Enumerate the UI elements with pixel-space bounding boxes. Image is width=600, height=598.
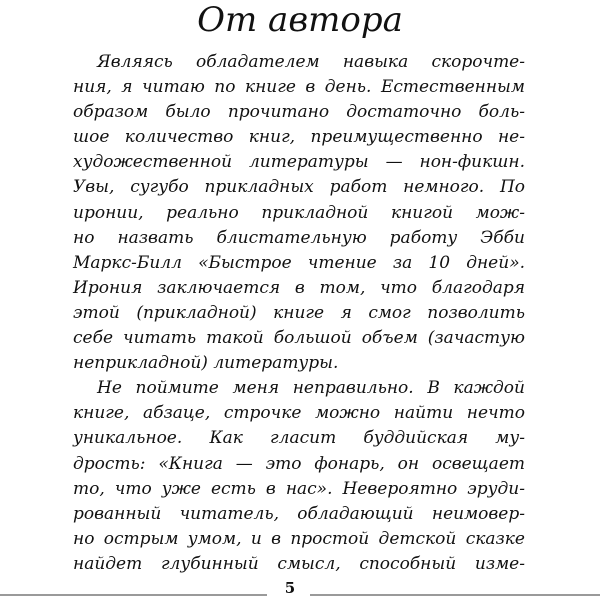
footer-rule-left bbox=[0, 594, 267, 596]
text-line: но назвать блистательную работу Эбби bbox=[73, 227, 525, 248]
page-footer bbox=[0, 578, 600, 598]
chapter-title: От автора bbox=[197, 0, 403, 40]
text-line: Не поймите меня неправильно. В каждой bbox=[97, 378, 525, 399]
paragraph-1 bbox=[73, 50, 525, 376]
footer-rule-right bbox=[310, 594, 600, 596]
text-line: художественной литературы — нон-фикшн. bbox=[73, 152, 525, 173]
text-line: Увы, сугубо прикладных работ немного. По bbox=[73, 177, 525, 198]
text-line: рованный читатель, обладающий неимовер- bbox=[73, 503, 525, 524]
paragraph-2 bbox=[73, 376, 525, 577]
text-line: Являясь обладателем навыка скорочте- bbox=[97, 52, 525, 72]
text-line: но острым умом, и в простой детской сказке bbox=[73, 528, 525, 549]
text-line: Маркс-Билл «Быстрое чтение за 10 дней». bbox=[73, 252, 525, 273]
text-line: дрость: «Книга — это фонарь, он освещает bbox=[73, 453, 525, 474]
text-line: этой (прикладной) книге я смог позволить bbox=[73, 302, 525, 323]
text-line: неприкладной) литературы. bbox=[73, 353, 339, 374]
body-text bbox=[73, 50, 525, 577]
text-line: себе читать такой большой объем (зачастую bbox=[73, 328, 525, 349]
text-line: уникальное. Как гласит буддийская му- bbox=[73, 428, 525, 449]
page-number: 5 bbox=[284, 579, 296, 597]
text-line: ния, я читаю по книге в день. Естественным bbox=[73, 77, 525, 98]
text-line: шое количество книг, преимущественно не- bbox=[73, 127, 525, 148]
text-line: образом было прочитано достаточно боль- bbox=[73, 102, 525, 123]
text-line: иронии, реально прикладной книгой мож- bbox=[73, 202, 525, 223]
text-line: то, что уже есть в нас». Невероятно эруди- bbox=[73, 478, 525, 499]
text-line: книге, абзаце, строчке можно найти нечто bbox=[73, 403, 525, 424]
text-line: Ирония заключается в том, что благодаря bbox=[73, 277, 525, 298]
text-line: найдет глубинный смысл, способный изме- bbox=[73, 553, 525, 574]
